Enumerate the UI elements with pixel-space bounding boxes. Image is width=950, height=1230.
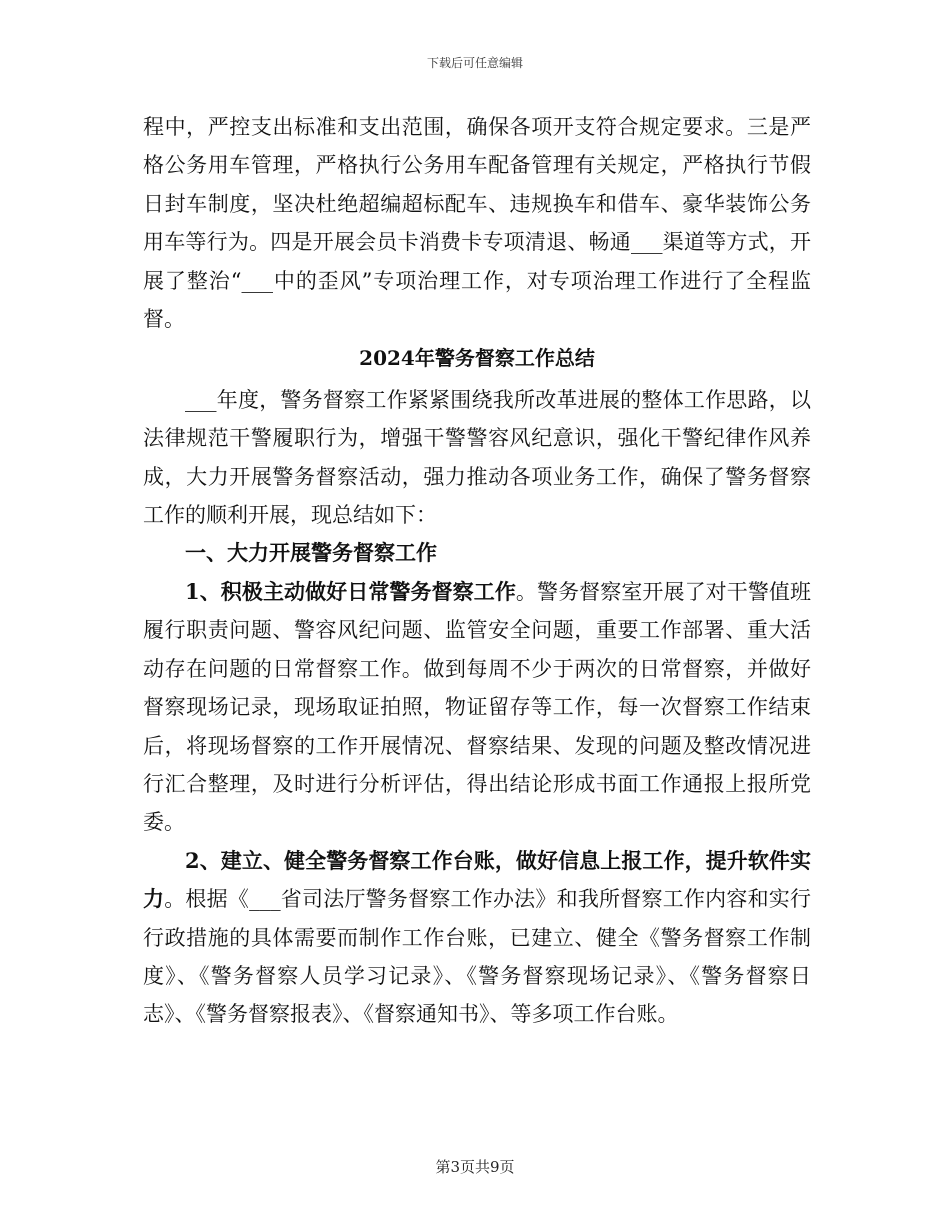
item-1-body: 。警务督察室开展了对干警值班履行职责问题、警容风纪问题、监管安全问题，重要工作部署、重大活动存在问题的日常督察工作。做到每周不少于两次的日常督察，并做好督察现场记录，现场取证拍照，物证留存等工作，每一次督察工作结束后，将现场督察的工作开展情况、督察结果、发现的问题及整改情况进行汇合整理，及时进行分析评估，得出结论形成书面工作通报上报所党委。	[143, 579, 811, 835]
item-2-body: 。根据《___省司法厅警务督察工作办法》和我所督察工作内容和实行行政措施的具体需要而制作工作台账，已建立、健全《警务督察工作制度》、《警务督察人员学习记录》、《警务督察现场记录》、《警务督察日志》、《警务督察报表》、《督察通知书》、等多项工作台账。	[143, 887, 811, 1027]
paragraph-intro: ___年度，警务督察工作紧紧围绕我所改革进展的整体工作思路，以法律规范干警履职行为，增强干警警容风纪意识，强化干警纪律作风养成，大力开展警务督察活动，强力推动各项业务工作，确保了警务督察工作的顺利开展，现总结如下：	[143, 387, 811, 528]
heading-section-1: 一、大力开展警务督察工作	[185, 540, 437, 566]
page-header-note: 下载后可任意编辑	[426, 56, 523, 70]
item-2-lead: 2、建立、健全警务督察工作台账，做好信息上报工作，提升软件实力	[143, 847, 811, 912]
paragraph-continued: 程中，严控支出标准和支出范围，确保各项开支符合规定要求。三是严格公务用车管理，严格执行公务用车配备管理有关规定，严格执行节假日封车制度，坚决杜绝超编超标配车、违规换车和借车、豪华装饰公务用车等行为。四是开展会员卡消费卡专项清退、畅通___渠道等方式，开展了整治“___中的歪风”专项治理工作，对专项治理工作进行了全程监督。	[143, 115, 811, 332]
document-body	[143, 108, 811, 1034]
paragraph-item-2	[143, 842, 811, 1034]
page-number: 第3页共9页	[435, 1158, 515, 1176]
section-title: 2024年警务督察工作总结	[359, 346, 595, 371]
item-1-lead: 1、积极主动做好日常警务督察工作	[185, 578, 516, 604]
paragraph-item-1	[143, 573, 811, 842]
